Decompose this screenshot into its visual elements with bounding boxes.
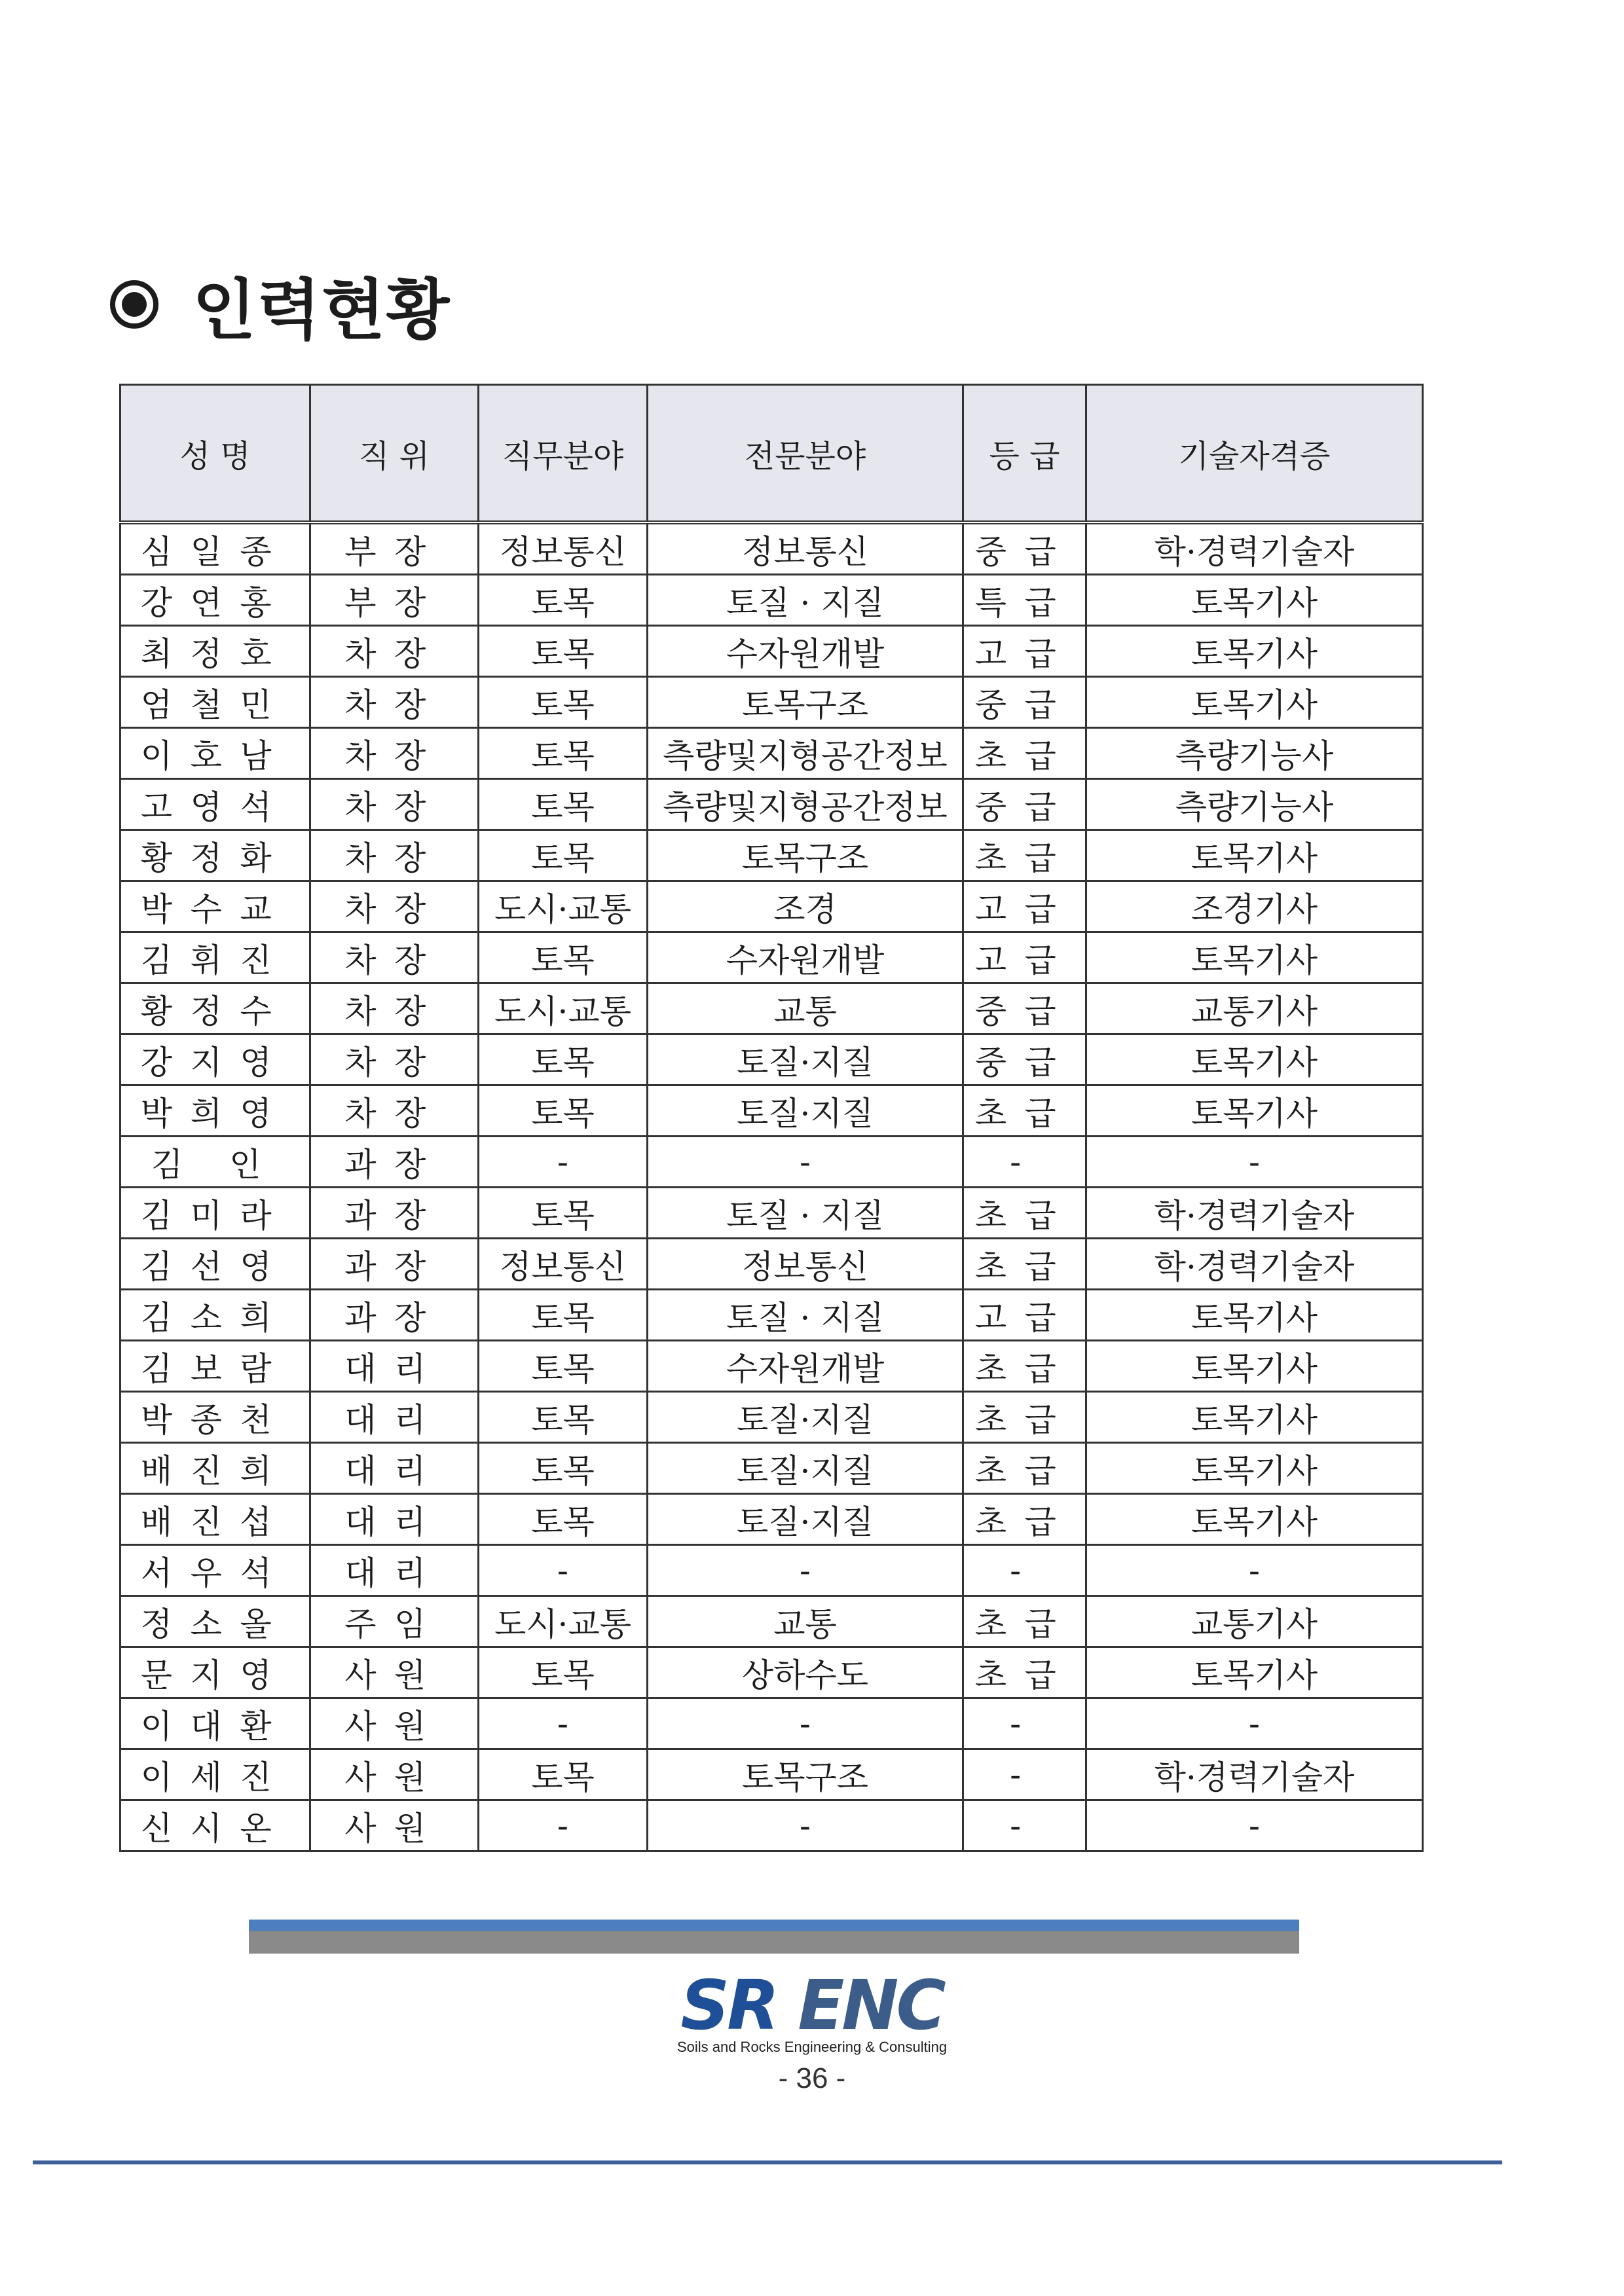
table-row xyxy=(120,1392,1423,1443)
cell-name: 김소희 xyxy=(120,1290,310,1341)
radio-bullet-icon xyxy=(110,280,158,329)
table-row xyxy=(120,575,1423,626)
cell-name: 김휘진 xyxy=(120,932,310,983)
table-row xyxy=(120,1188,1423,1239)
cell-grade: 초급 xyxy=(963,1443,1086,1494)
cell-certificate: 학·경력기술자 xyxy=(1086,1749,1423,1800)
table-row xyxy=(120,728,1423,779)
cell-specialty: 토목구조 xyxy=(648,830,963,881)
cell-job-field: 토목 xyxy=(479,1392,648,1443)
table-row xyxy=(120,983,1423,1034)
cell-position: 대리 xyxy=(310,1545,479,1596)
cell-certificate: 측량기능사 xyxy=(1086,728,1423,779)
cell-grade: 초급 xyxy=(963,1085,1086,1137)
cell-specialty: - xyxy=(648,1545,963,1596)
cell-position: 대리 xyxy=(310,1494,479,1545)
cell-certificate: 토목기사 xyxy=(1086,1494,1423,1545)
header-position: 직 위 xyxy=(310,385,479,523)
cell-name: 황정화 xyxy=(120,830,310,881)
cell-position: 차장 xyxy=(310,932,479,983)
cell-certificate: 교통기사 xyxy=(1086,983,1423,1034)
header-specialty: 전문분야 xyxy=(648,385,963,523)
table-row xyxy=(120,1341,1423,1392)
cell-specialty: 토질·지질 xyxy=(648,1443,963,1494)
cell-certificate: 토목기사 xyxy=(1086,1085,1423,1137)
cell-name: 김선영 xyxy=(120,1239,310,1290)
cell-position: 주임 xyxy=(310,1596,479,1647)
table-row xyxy=(120,1137,1423,1188)
cell-job-field: 토목 xyxy=(479,1749,648,1800)
cell-specialty: 토질 · 지질 xyxy=(648,1188,963,1239)
cell-name: 정소올 xyxy=(120,1596,310,1647)
cell-job-field: 토목 xyxy=(479,1188,648,1239)
cell-name: 김 인 xyxy=(120,1137,310,1188)
cell-specialty: 교통 xyxy=(648,1596,963,1647)
cell-specialty: 토질·지질 xyxy=(648,1392,963,1443)
cell-grade: - xyxy=(963,1800,1086,1851)
table-row xyxy=(120,1596,1423,1647)
cell-job-field: 토목 xyxy=(479,575,648,626)
cell-job-field: 토목 xyxy=(479,779,648,830)
cell-job-field: 토목 xyxy=(479,626,648,677)
cell-specialty: 측량및지형공간정보 xyxy=(648,728,963,779)
cell-position: 사원 xyxy=(310,1800,479,1851)
cell-position: 차장 xyxy=(310,830,479,881)
cell-name: 배진희 xyxy=(120,1443,310,1494)
cell-position: 대리 xyxy=(310,1392,479,1443)
cell-name: 이대환 xyxy=(120,1698,310,1749)
cell-specialty: 토질·지질 xyxy=(648,1085,963,1137)
cell-name: 배진섭 xyxy=(120,1494,310,1545)
cell-specialty: 토질·지질 xyxy=(648,1034,963,1085)
cell-position: 차장 xyxy=(310,626,479,677)
cell-specialty: 교통 xyxy=(648,983,963,1034)
cell-grade: 중급 xyxy=(963,779,1086,830)
cell-grade: 초급 xyxy=(963,1596,1086,1647)
cell-grade: 중급 xyxy=(963,522,1086,575)
cell-specialty: - xyxy=(648,1800,963,1851)
cell-grade: 초급 xyxy=(963,830,1086,881)
table-row xyxy=(120,1545,1423,1596)
cell-grade: - xyxy=(963,1749,1086,1800)
header-job-field: 직무분야 xyxy=(479,385,648,523)
header-grade: 등 급 xyxy=(963,385,1086,523)
table-row xyxy=(120,1034,1423,1085)
table-row xyxy=(120,1749,1423,1800)
cell-certificate: 토목기사 xyxy=(1086,677,1423,728)
cell-position: 차장 xyxy=(310,983,479,1034)
cell-position: 과장 xyxy=(310,1137,479,1188)
cell-certificate: 교통기사 xyxy=(1086,1596,1423,1647)
cell-grade: 초급 xyxy=(963,1188,1086,1239)
cell-certificate: 토목기사 xyxy=(1086,626,1423,677)
logo-subtitle: Soils and Rocks Engineering & Consulting xyxy=(676,2039,948,2055)
cell-specialty: 상하수도 xyxy=(648,1647,963,1698)
cell-job-field: 도시·교통 xyxy=(479,881,648,932)
logo-mark: SR ENC xyxy=(680,1965,944,2045)
cell-specialty: 수자원개발 xyxy=(648,626,963,677)
cell-certificate: 토목기사 xyxy=(1086,830,1423,881)
cell-job-field: 토목 xyxy=(479,830,648,881)
cell-certificate: 학·경력기술자 xyxy=(1086,1239,1423,1290)
cell-specialty: 수자원개발 xyxy=(648,1341,963,1392)
cell-position: 대리 xyxy=(310,1443,479,1494)
cell-specialty: 토목구조 xyxy=(648,1749,963,1800)
cell-name: 강지영 xyxy=(120,1034,310,1085)
cell-job-field: 도시·교통 xyxy=(479,1596,648,1647)
cell-grade: 고급 xyxy=(963,626,1086,677)
table-row xyxy=(120,1494,1423,1545)
cell-job-field: 토목 xyxy=(479,932,648,983)
table-row xyxy=(120,1085,1423,1137)
cell-specialty: 토질 · 지질 xyxy=(648,575,963,626)
cell-certificate: - xyxy=(1086,1137,1423,1188)
cell-grade: - xyxy=(963,1698,1086,1749)
cell-name: 고영석 xyxy=(120,779,310,830)
cell-job-field: - xyxy=(479,1545,648,1596)
cell-certificate: 토목기사 xyxy=(1086,1443,1423,1494)
header-name: 성 명 xyxy=(120,385,310,523)
staff-table xyxy=(119,384,1424,1852)
cell-job-field: - xyxy=(479,1800,648,1851)
cell-specialty: 측량및지형공간정보 xyxy=(648,779,963,830)
cell-position: 대리 xyxy=(310,1341,479,1392)
cell-job-field: 정보통신 xyxy=(479,1239,648,1290)
table-row xyxy=(120,779,1423,830)
cell-specialty: 토목구조 xyxy=(648,677,963,728)
cell-position: 과장 xyxy=(310,1290,479,1341)
company-logo xyxy=(0,1965,1624,2056)
table-row xyxy=(120,677,1423,728)
cell-certificate: 학·경력기술자 xyxy=(1086,1188,1423,1239)
footer-color-bar xyxy=(249,1920,1299,1954)
cell-job-field: 토목 xyxy=(479,1443,648,1494)
section-title xyxy=(110,265,451,348)
table-header-row xyxy=(120,385,1423,523)
cell-position: 차장 xyxy=(310,779,479,830)
cell-certificate: 토목기사 xyxy=(1086,1341,1423,1392)
cell-certificate: 토목기사 xyxy=(1086,1392,1423,1443)
cell-grade: 고급 xyxy=(963,1290,1086,1341)
cell-name: 김미라 xyxy=(120,1188,310,1239)
cell-certificate: 토목기사 xyxy=(1086,1290,1423,1341)
cell-name: 박수교 xyxy=(120,881,310,932)
cell-name: 이세진 xyxy=(120,1749,310,1800)
cell-certificate: 학·경력기술자 xyxy=(1086,522,1423,575)
cell-name: 황정수 xyxy=(120,983,310,1034)
cell-job-field: 토목 xyxy=(479,1085,648,1137)
table-row xyxy=(120,830,1423,881)
table-row xyxy=(120,1647,1423,1698)
cell-position: 차장 xyxy=(310,677,479,728)
cell-specialty: - xyxy=(648,1698,963,1749)
cell-name: 엄철민 xyxy=(120,677,310,728)
cell-certificate: 조경기사 xyxy=(1086,881,1423,932)
cell-position: 부장 xyxy=(310,522,479,575)
cell-specialty: 정보통신 xyxy=(648,1239,963,1290)
cell-position: 사원 xyxy=(310,1698,479,1749)
cell-position: 과장 xyxy=(310,1188,479,1239)
page-number: - 36 - xyxy=(778,2062,846,2094)
table-row xyxy=(120,881,1423,932)
cell-specialty: 조경 xyxy=(648,881,963,932)
cell-position: 차장 xyxy=(310,1034,479,1085)
cell-certificate: 토목기사 xyxy=(1086,575,1423,626)
cell-certificate: 토목기사 xyxy=(1086,932,1423,983)
cell-certificate: - xyxy=(1086,1800,1423,1851)
table-row xyxy=(120,1239,1423,1290)
cell-grade: 초급 xyxy=(963,1239,1086,1290)
table-row xyxy=(120,1290,1423,1341)
cell-job-field: 도시·교통 xyxy=(479,983,648,1034)
cell-grade: 초급 xyxy=(963,1647,1086,1698)
cell-certificate: - xyxy=(1086,1545,1423,1596)
cell-grade: 초급 xyxy=(963,728,1086,779)
table-row xyxy=(120,1800,1423,1851)
table-row xyxy=(120,932,1423,983)
table-row xyxy=(120,626,1423,677)
cell-grade: 고급 xyxy=(963,881,1086,932)
cell-grade: 중급 xyxy=(963,677,1086,728)
cell-name: 김보람 xyxy=(120,1341,310,1392)
cell-name: 강연홍 xyxy=(120,575,310,626)
cell-job-field: 토목 xyxy=(479,1494,648,1545)
cell-grade: 초급 xyxy=(963,1494,1086,1545)
page-title: 인력현황 xyxy=(193,272,451,348)
cell-position: 사원 xyxy=(310,1647,479,1698)
bottom-rule xyxy=(33,2160,1502,2164)
cell-grade: 중급 xyxy=(963,1034,1086,1085)
cell-job-field: 토목 xyxy=(479,1647,648,1698)
cell-name: 서우석 xyxy=(120,1545,310,1596)
cell-position: 차장 xyxy=(310,1085,479,1137)
cell-job-field: 토목 xyxy=(479,728,648,779)
cell-specialty: 정보통신 xyxy=(648,522,963,575)
table-row xyxy=(120,1698,1423,1749)
cell-name: 이호남 xyxy=(120,728,310,779)
cell-certificate: 토목기사 xyxy=(1086,1647,1423,1698)
cell-grade: - xyxy=(963,1545,1086,1596)
cell-position: 부장 xyxy=(310,575,479,626)
cell-name: 심일종 xyxy=(120,522,310,575)
cell-job-field: - xyxy=(479,1698,648,1749)
cell-position: 과장 xyxy=(310,1239,479,1290)
cell-job-field: 정보통신 xyxy=(479,522,648,575)
cell-job-field: 토목 xyxy=(479,1290,648,1341)
cell-specialty: 수자원개발 xyxy=(648,932,963,983)
cell-job-field: 토목 xyxy=(479,1034,648,1085)
cell-grade: 초급 xyxy=(963,1392,1086,1443)
cell-name: 신시온 xyxy=(120,1800,310,1851)
table-row xyxy=(120,522,1423,575)
cell-position: 사원 xyxy=(310,1749,479,1800)
cell-grade: 중급 xyxy=(963,983,1086,1034)
table-row xyxy=(120,1443,1423,1494)
cell-job-field: 토목 xyxy=(479,1341,648,1392)
cell-job-field: 토목 xyxy=(479,677,648,728)
cell-position: 차장 xyxy=(310,728,479,779)
cell-certificate: 측량기능사 xyxy=(1086,779,1423,830)
cell-name: 박종천 xyxy=(120,1392,310,1443)
cell-certificate: 토목기사 xyxy=(1086,1034,1423,1085)
cell-name: 최정호 xyxy=(120,626,310,677)
cell-name: 박희영 xyxy=(120,1085,310,1137)
cell-position: 차장 xyxy=(310,881,479,932)
cell-job-field: - xyxy=(479,1137,648,1188)
cell-specialty: 토질 · 지질 xyxy=(648,1290,963,1341)
cell-grade: 특급 xyxy=(963,575,1086,626)
cell-grade: - xyxy=(963,1137,1086,1188)
cell-specialty: - xyxy=(648,1137,963,1188)
cell-name: 문지영 xyxy=(120,1647,310,1698)
cell-grade: 고급 xyxy=(963,932,1086,983)
cell-certificate: - xyxy=(1086,1698,1423,1749)
cell-specialty: 토질·지질 xyxy=(648,1494,963,1545)
header-certificate: 기술자격증 xyxy=(1086,385,1423,523)
cell-grade: 초급 xyxy=(963,1341,1086,1392)
